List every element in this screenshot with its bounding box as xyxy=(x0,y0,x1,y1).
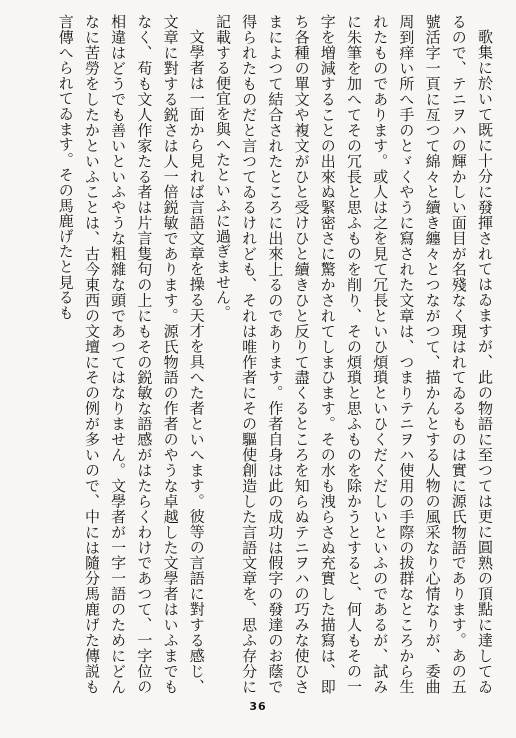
vertical-text-body xyxy=(26,14,498,694)
paragraph-2: 文學者は一面から見れば言語文章を操る天才を具へた者といへます。彼等の言語に對する感じ、文章に對する鋭さは人一倍鋭敏であります。源氏物語の作者のやうな卓越した文學者はいふまでもなく、苟も文人作家たる者は片言隻句の上にもその鋭敏な語感がはたらくわけであつて、一字位の相違はどうでも善いといふやうな粗雜な頭であつてはなりません。文學者が一字一語のためにどんなに苦勞をしたかといふことは、古今東西の文壇にその例が多いので、中には隨分馬鹿げた傳説も言傳へられてゐます。その馬鹿げたと見るも xyxy=(56,14,206,694)
page-number: 36 xyxy=(249,700,267,713)
paragraph-1: 歌集に於いて既に十分に發揮されてはゐますが、此の物語に至つては更に圓熟の頂點に達してゐるので、テニヲハの輝かしい面目が名殘なく現はれてゐるものは實に源氏物語であります。あの五號活字一頁に亙つて綿々と續き纏々とつながつて、描かんとする人物の風采なり心情なりが、委曲周到痒い所へ手のとゞくやうに寫された文章は、つまりテニヲハ使用の手際の拔群なところから生れたものであります。或人は之を見て冗長といひ煩瑣といひくだくだしいといふのであるが、試みに朱筆を加へてその冗長と思ふものを削り、その煩瑣と思ふものを除かうとすると、何人もその一字を増減することの出來ぬ緊密さに驚かされてしまひます。その水も洩らさぬ充實した描寫は、即ち各種の單文や複文がひと受けひと續きひと反りて盡くるところを知らぬテニヲハの巧みな使ひさまによつて結合されたところに出來上るのであります。作者自身は此の成功は假字の發達のお蔭で得られたものだと言つてゐるけれども、それは唯作者にその驅使創造した言語文章を、思ふ存分に記載する便宜を與へたといふに過ぎません。 xyxy=(213,14,494,694)
